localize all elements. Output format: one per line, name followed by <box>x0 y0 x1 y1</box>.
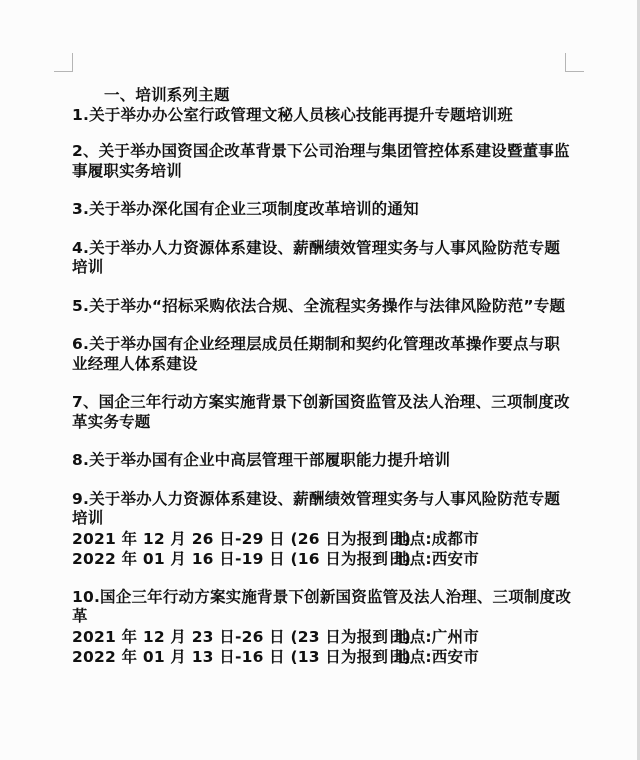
schedule-date: 2022 年 01 月 13 日-16 日 (13 日为报到日) <box>72 647 412 666</box>
schedule-date: 2021 年 12 月 26 日-29 日 (26 日为报到日) <box>72 529 412 548</box>
schedule-date: 2022 年 01 月 16 日-19 日 (16 日为报到日) <box>72 549 412 568</box>
document-body[interactable] <box>72 86 572 686</box>
item-title: 4.关于举办人力资源体系建设、薪酬绩效管理实务与人事风险防范专题培训 <box>72 238 561 276</box>
item-title: 3.关于举办深化国有企业三项制度改革培训的通知 <box>72 200 419 218</box>
list-item-5 <box>72 297 572 317</box>
item-title: 1.关于举办办公室行政管理文秘人员核心技能再提升专题培训班 <box>72 105 513 124</box>
schedule-row <box>72 549 572 569</box>
top-right-margin-mark <box>565 53 584 72</box>
list-item-9 <box>72 490 572 569</box>
schedule-row <box>72 529 572 549</box>
item-title: 9.关于举办人力资源体系建设、薪酬绩效管理实务与人事风险防范专题培训 <box>72 489 561 527</box>
schedule-location: 地点:广州市 <box>394 627 479 646</box>
schedule-row <box>72 627 572 647</box>
schedule-row <box>72 647 572 667</box>
schedule-location: 地点:成都市 <box>394 529 479 548</box>
list-item-7 <box>72 393 572 432</box>
list-item-6 <box>72 335 572 374</box>
schedule-location: 地点:西安市 <box>394 647 479 666</box>
item-title: 8.关于举办国有企业中高层管理干部履职能力提升培训 <box>72 451 451 469</box>
schedule-date: 2021 年 12 月 23 日-26 日 (23 日为报到日) <box>72 627 412 646</box>
item-title: 7、国企三年行动方案实施背景下创新国资监管及法人治理、三项制度改革实务专题 <box>72 393 570 431</box>
list-item-2 <box>72 142 572 181</box>
item-title: 2、关于举办国资国企改革背景下公司治理与集团管控体系建设暨董事监事履职实务培训 <box>72 142 570 180</box>
list-item-4 <box>72 239 572 278</box>
top-left-margin-mark <box>54 53 73 72</box>
section-heading: 一、培训系列主题 <box>104 86 230 104</box>
schedule-location: 地点:西安市 <box>394 549 479 568</box>
list-item-10 <box>72 588 572 667</box>
item-title: 10.国企三年行动方案实施背景下创新国资监管及法人治理、三项制度改革 <box>72 587 572 625</box>
item-title: 6.关于举办国有企业经理层成员任期制和契约化管理改革操作要点与职业经理人体系建设 <box>72 335 561 373</box>
list-item-8 <box>72 451 572 471</box>
item-title: 5.关于举办“招标采购依法合规、全流程实务操作与法律风险防范”专题 <box>72 296 566 315</box>
list-item-1 <box>72 106 572 126</box>
list-item-3 <box>72 200 572 220</box>
